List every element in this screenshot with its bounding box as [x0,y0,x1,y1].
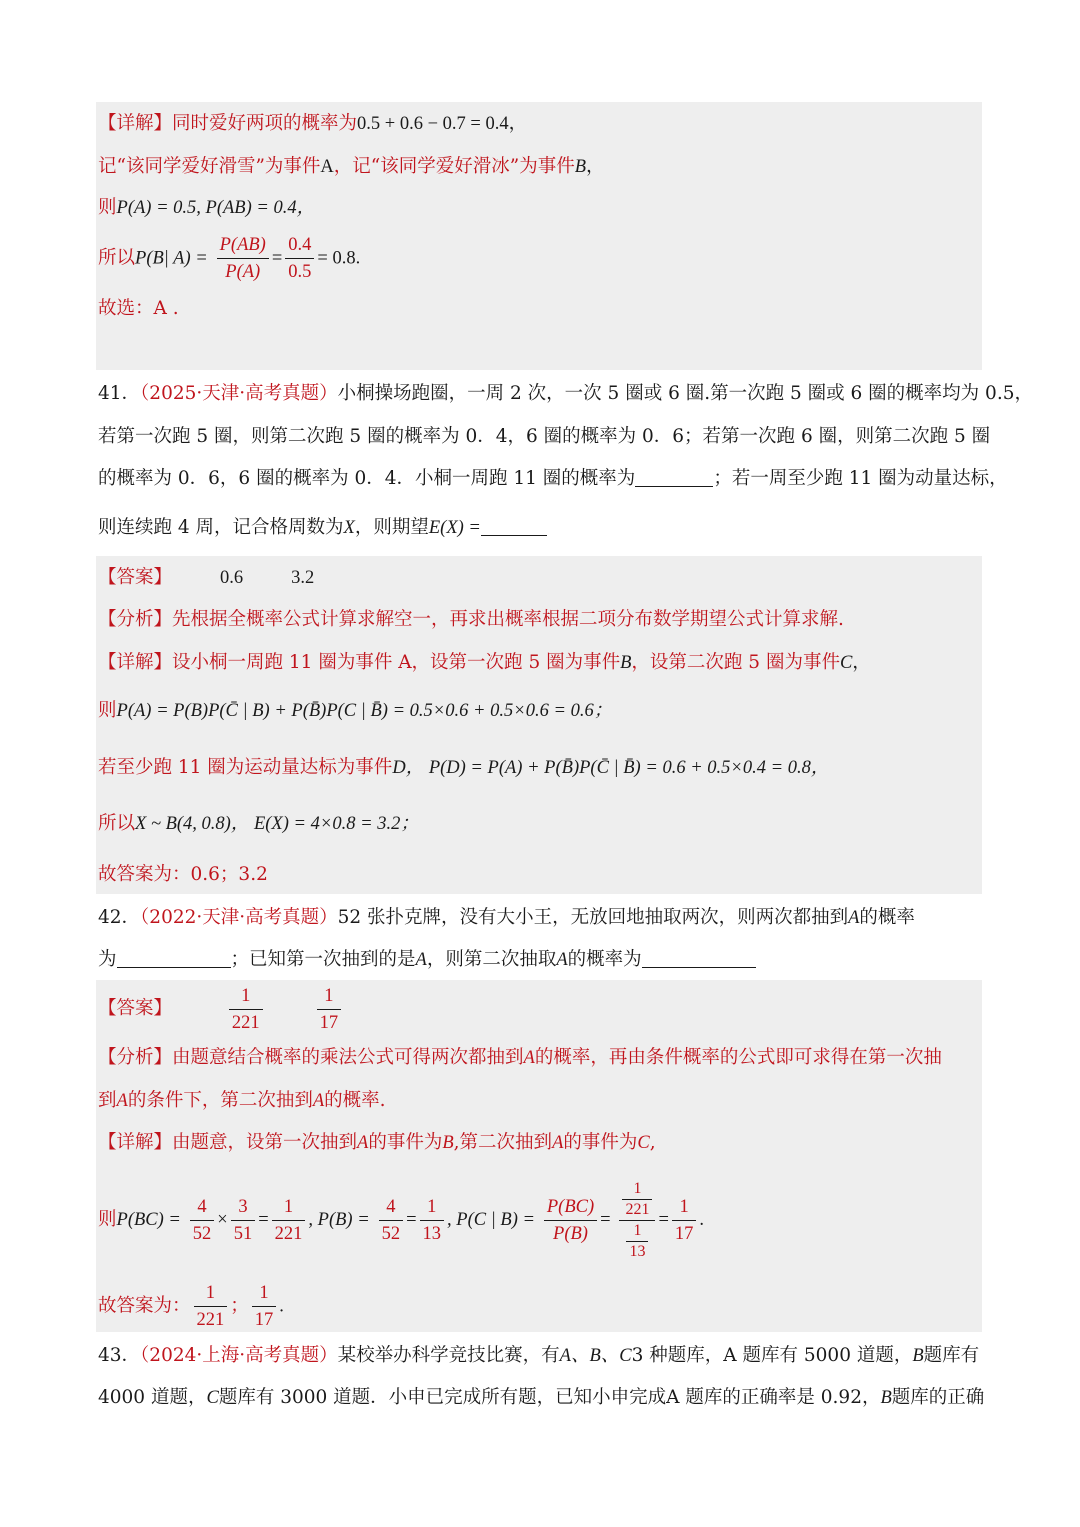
fraction: $\frac{4}{52}$ [190,1194,215,1247]
equation-line: 则P(BC) = $\frac{4}{52}$ × $\frac{3}{51}$ = $\frac{1}{221}$ , P(B) = $\frac{4}{52}$ = $\frac{1}{13}$ , P(C | B) = $\frac{P(BC)}{P(B)}$ = $\frac{\frac{1}{221}}{\frac{1}{13}}$ = $\frac{1}{17}$ . [98,1179,705,1260]
fraction: $\frac{1}{221}$ [272,1194,306,1247]
answer-blank [635,468,713,487]
math-expr: P(A) = 0.5, P(AB) = 0.4， [116,198,316,218]
final-answer-line: 故答案为： $\frac{1}{221}$ ； $\frac{1}{17}$ . [98,1280,284,1333]
answer-line [98,982,344,1036]
detail-tag: 【详解】 [98,113,173,134]
detail-line: 【详解】由题意，设第一次抽到A的事件为B,第二次抽到A的事件为C, [98,1132,656,1153]
fraction: $\frac{1}{221}$ [622,1179,652,1220]
question-41: 41．（2025·天津·高考真题）小桐操场跑圈，一周 2 次，一次 5 圈或 6 圈.第一次跑 5 圈或 6 圈的概率均为 0.5， [98,383,1033,404]
question-source: （2024·上海·高考真题） [140,1345,338,1366]
fraction: $\frac{P(AB)}{P(A)}$ [217,232,269,285]
analysis-line: 【分析】先根据全概率公式计算求解空一，再求出概率根据二项分布数学期望公式计算求解. [98,609,844,630]
solution-line: 则P(A) = 0.5, P(AB) = 0.4， [98,197,316,218]
fraction: $\frac{0.4}{0.5}$ [285,232,314,285]
solution-line: 记“该同学爱好滑雪”为事件A，记“该同学爱好滑冰”为事件B， [98,156,605,177]
fraction: $\frac{1}{13}$ [626,1221,648,1262]
fraction: $\frac{1}{17}$ [252,1280,277,1333]
question-line: 4000 道题，C题库有 3000 道题．小申已完成所有题，已知小申完成A 题库的正确率是 0.92，B题库的正确 [98,1387,985,1408]
fraction: $\frac{1}{221}$ [194,1280,228,1333]
analysis-tag: 【分析】 [98,609,173,630]
math-expr: 0.5 + 0.6 − 0.7 = 0.4， [357,114,528,134]
analysis-line: 到A的条件下，第二次抽到A的概率. [98,1090,386,1111]
solution-line: 【详解】同时爱好两项的概率为0.5 + 0.6 − 0.7 = 0.4， [98,113,528,134]
question-number: 41． [98,383,141,404]
solution-line: 所以P(B| A) = $\frac{P(AB)}{P(A)}$ = $\frac{0.4}{0.5}$ = 0.8. [98,232,360,285]
detail-line: 则P(A) = P(B)P(C̄ | B) + P(B̄)P(C | B̄) = 0.5×0.6 + 0.5×0.6 = 0.6； [98,700,613,721]
question-43: 43．（2024·上海·高考真题）某校举办科学竞技比赛，有A、B、C3 种题库，A 题库有 5000 道题，B题库有 [98,1345,980,1366]
fraction: $\frac{3}{51}$ [231,1194,256,1247]
solution-line: 故选：A . [98,298,179,319]
detail-line: 若至少跑 11 圈为运动量达标为事件D， P(D) = P(A) + P(B̄)P(C̄ | B̄) = 0.6 + 0.5×0.4 = 0.8， [98,757,830,778]
detail-line: 所以X ~ B(4, 0.8)， E(X) = 4×0.8 = 3.2； [98,813,419,834]
question-source: （2025·天津·高考真题） [140,383,338,404]
question-number: 43． [98,1345,141,1366]
question-line: 的概率为 0．6，6 圈的概率为 0．4．小桐一周跑 11 圈的概率为 ；若一周至少跑 11 圈为动量达标， [98,468,1008,489]
answer-tag: 【答案】 [98,998,173,1019]
fraction: $\frac{1}{17}$ [317,983,342,1036]
answer-blank [481,517,547,536]
answer-blank [642,949,756,968]
question-number: 42． [98,907,141,928]
solution-box-41 [96,556,982,894]
compound-fraction [619,1179,655,1262]
question-line: 则连续跑 4 周，记合格周数为X，则期望E(X) = [98,516,547,540]
detail-tag: 【详解】 [98,652,173,673]
math-expr: P(A) = P(B)P(C̄ | B) + P(B̄)P(C | B̄) = 0.5×0.6 + 0.5×0.6 = 0.6； [116,701,613,721]
fraction: $\frac{4}{52}$ [379,1194,404,1247]
question-line: 为 ；已知第一次抽到的是A，则第二次抽取A的概率为 [98,948,756,972]
question-line: 若第一次跑 5 圈，则第二次跑 5 圈的概率为 0．4，6 圈的概率为 0．6；若第一次跑 6 圈，则第二次跑 5 圈 [98,426,991,447]
detail-line: 故答案为：0.6；3.2 [98,864,268,885]
analysis-tag: 【分析】 [98,1047,173,1068]
fraction: $\frac{1}{13}$ [420,1194,445,1247]
fraction: $\frac{1}{221}$ [229,983,263,1036]
math-expr: X ~ B(4, 0.8)， E(X) = 4×0.8 = 3.2； [135,814,419,834]
answer-blank [117,949,231,968]
answer-line: 【答案】 0.6 3.2 [98,567,315,588]
detail-line: 【详解】设小桐一周跑 11 圈为事件 A，设第一次跑 5 圈为事件B，设第二次跑 5 圈为事件C， [98,652,871,673]
math-expr: ， P(D) = P(A) + P(B̄)P(C̄ | B̄) = 0.6 + 0.5×0.4 = 0.8， [405,758,830,778]
fraction: $\frac{1}{17}$ [672,1194,697,1247]
question-source: （2022·天津·高考真题） [140,907,338,928]
question-42: 42．（2022·天津·高考真题）52 张扑克牌，没有大小王，无放回地抽取两次，则两次都抽到A的概率 [98,907,915,928]
answer-tag: 【答案】 [98,567,173,588]
fraction: $\frac{P(BC)}{P(B)}$ [544,1194,597,1247]
analysis-line: 【分析】由题意结合概率的乘法公式可得两次都抽到A的概率，再由条件概率的公式即可求得在第一次抽 [98,1047,942,1068]
detail-tag: 【详解】 [98,1132,173,1153]
